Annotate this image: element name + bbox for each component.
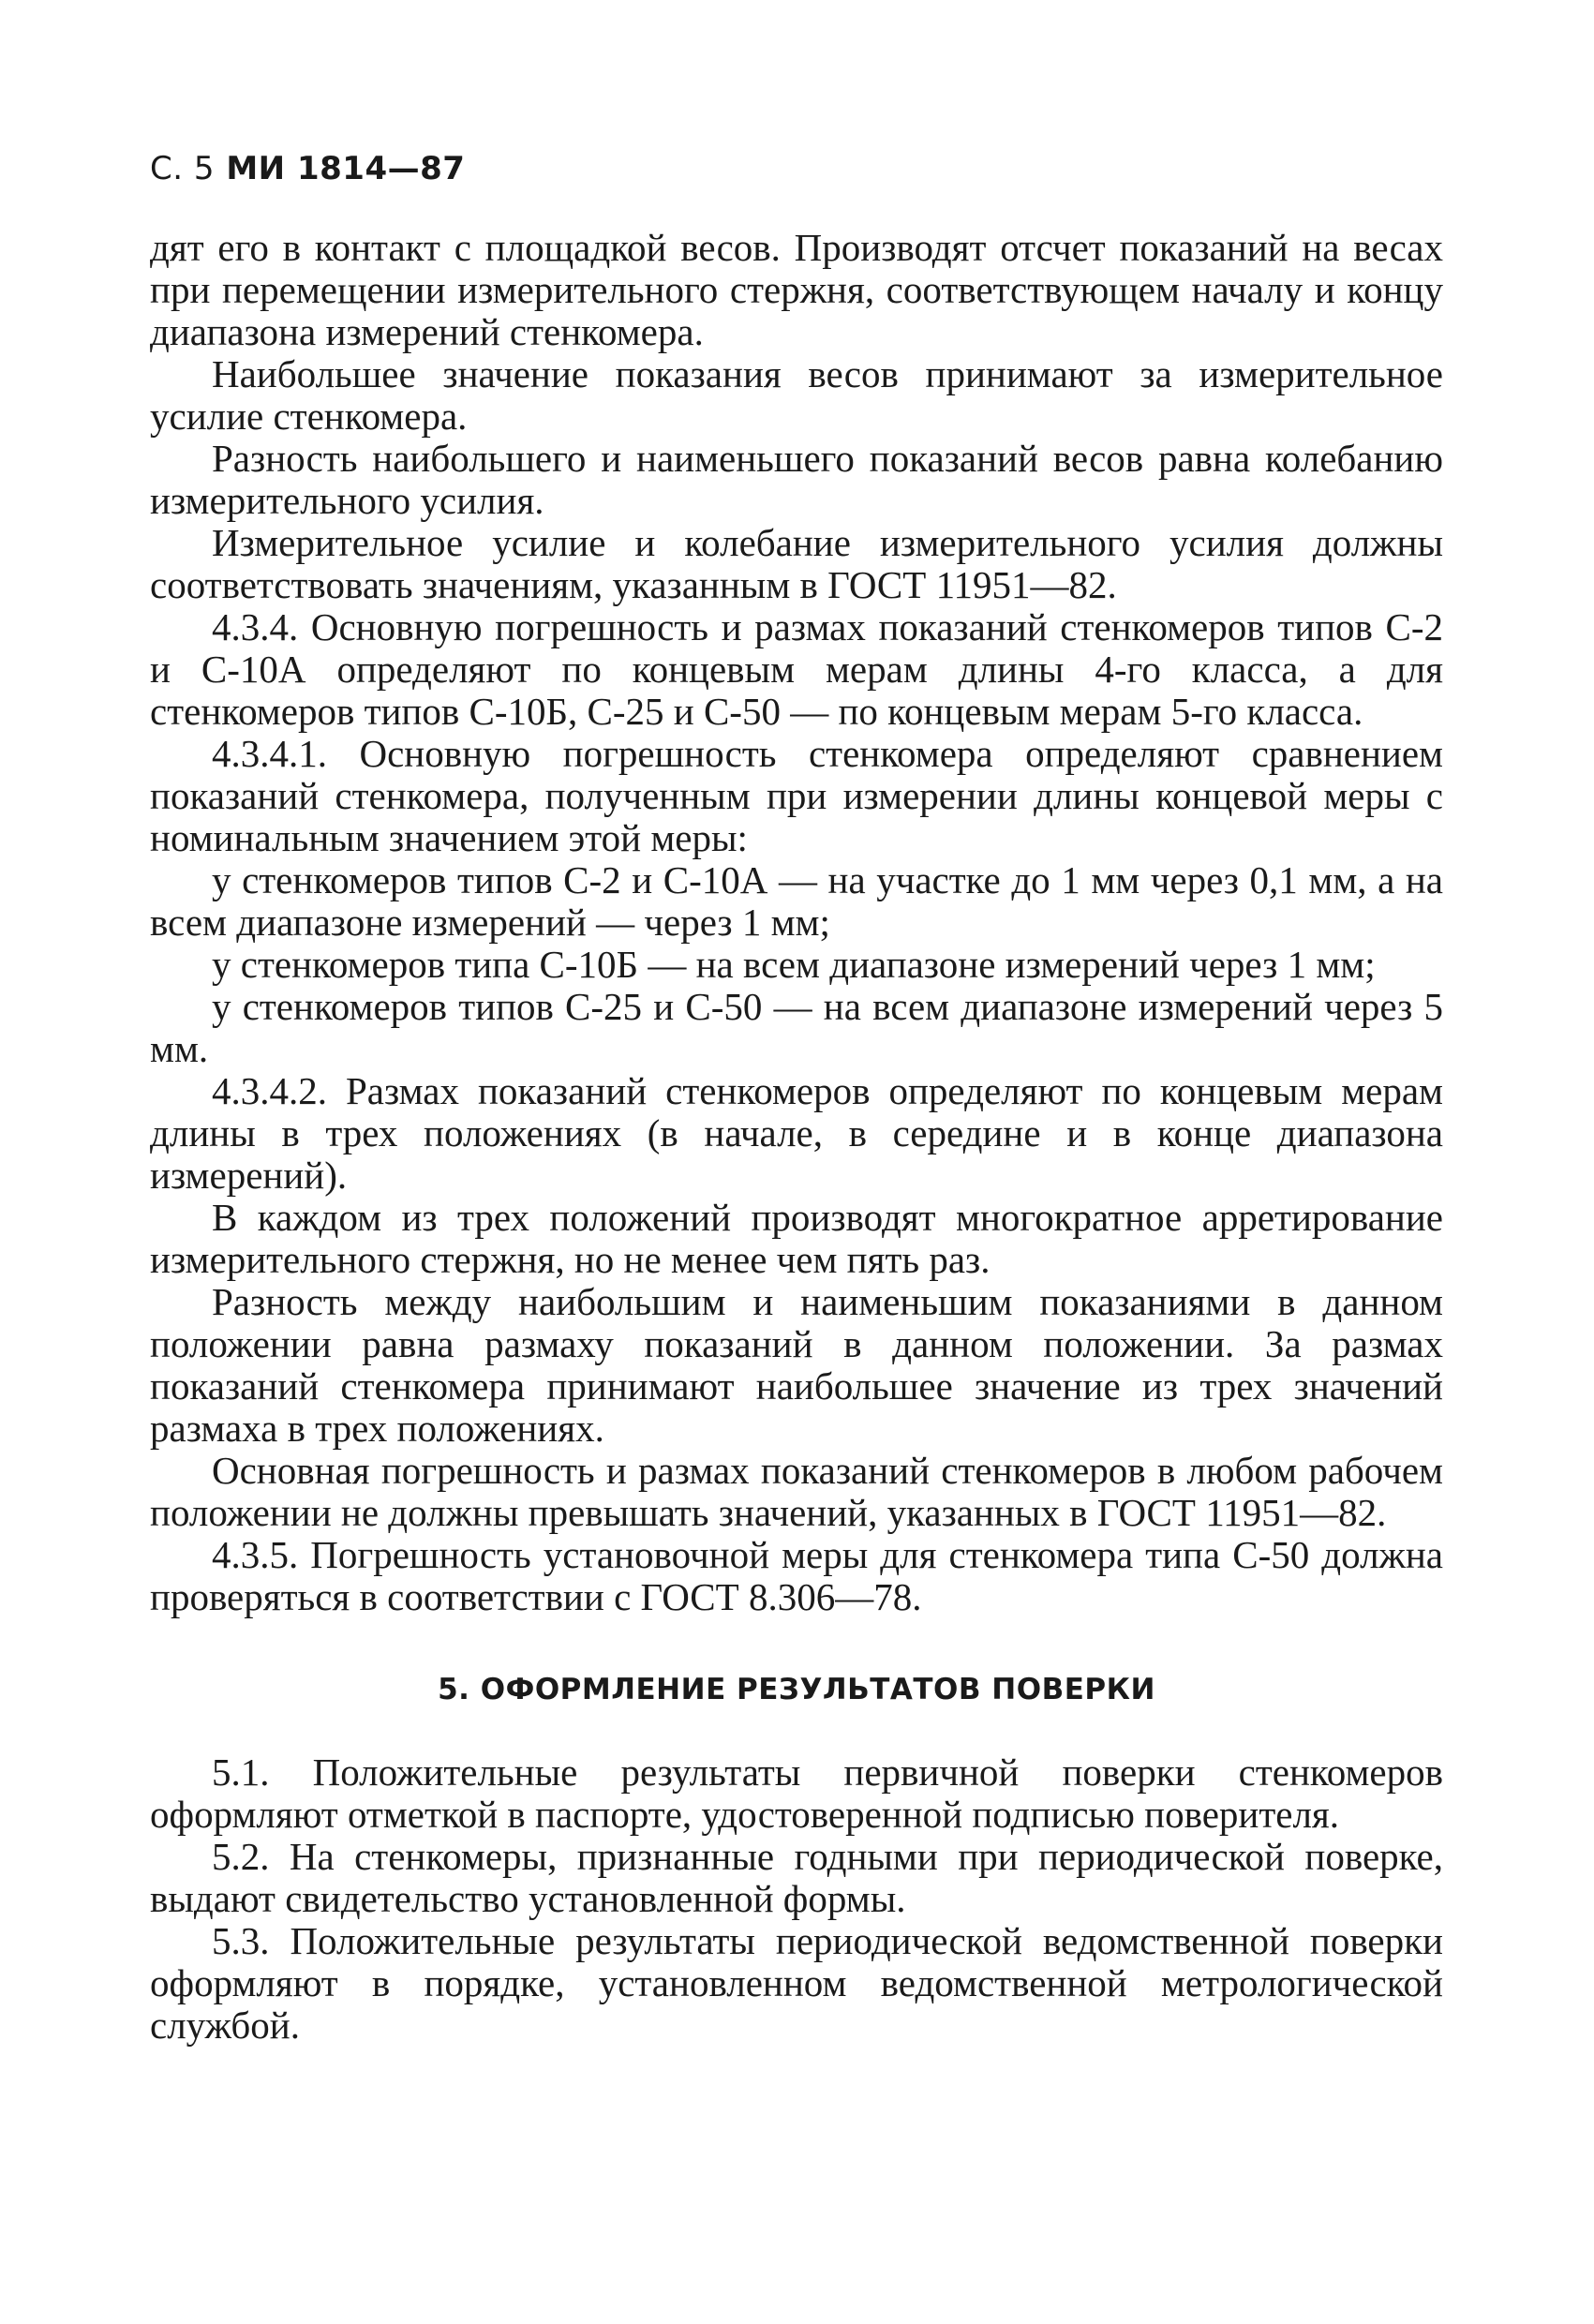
paragraph: Наибольшее значение показания весов принимают за измерительное усилие стенкомера. bbox=[150, 352, 1443, 438]
page-header bbox=[150, 150, 1443, 197]
paragraph: Основная погрешность и размах показаний стенкомеров в любом рабочем положении не должны превышать значений, указанных в ГОСТ 11951—82. bbox=[150, 1449, 1443, 1534]
paragraph: В каждом из трех положений производят многократное арретирование измерительного стержня, но не менее чем пять раз. bbox=[150, 1196, 1443, 1281]
paragraph: Разность между наибольшим и наименьшим показаниями в данном положении равна размаху показаний в данном положении. За размах показаний стенкомера принимают наибольшее значение из трех значений размаха в трех положениях. bbox=[150, 1280, 1443, 1450]
clause-4-3-4-1: 4.3.4.1. Основную погрешность стенкомера определяют сравнением показаний стенкомера, полученным при измерении длины концевой меры с номинальным значением этой меры: bbox=[150, 732, 1443, 859]
list-item: у стенкомеров типов С-25 и С-50 — на всем диапазоне измерений через 5 мм. bbox=[150, 985, 1443, 1070]
paragraph: Измерительное усилие и колебание измерительного усилия должны соответствовать значениям, указанным в ГОСТ 11951—82. bbox=[150, 521, 1443, 606]
clause-4-3-4: 4.3.4. Основную погрешность и размах показаний стенкомеров типов С-2 и С-10А определяют по концевым мерам длины 4-го класса, а для стенкомеров типов С-10Б, С-25 и С-50 — по концевым мерам 5-го класса. bbox=[150, 605, 1443, 733]
clause-4-3-4-2: 4.3.4.2. Размах показаний стенкомеров определяют по концевым мерам длины в трех положениях (в начале, в середине и в конце диапазона измерений). bbox=[150, 1069, 1443, 1197]
section-heading: 5. ОФОРМЛЕНИЕ РЕЗУЛЬТАТОВ ПОВЕРКИ bbox=[438, 1673, 1155, 1706]
clause-5-3: 5.3. Положительные результаты периодической ведомственной поверки оформляют в порядке, установленном ведомственной метрологической службой. bbox=[150, 1919, 1443, 2047]
clause-4-3-5: 4.3.5. Погрешность установочной меры для стенкомера типа С-50 должна проверяться в соответствии с ГОСТ 8.306—78. bbox=[150, 1533, 1443, 1618]
document-code: МИ 1814—87 bbox=[226, 150, 466, 187]
list-item: у стенкомеров типа С-10Б — на всем диапазоне измерений через 1 мм; bbox=[212, 943, 1376, 986]
clause-5-1: 5.1. Положительные результаты первичной поверки стенкомеров оформляют отметкой в паспорте, удостоверенной подписью поверителя. bbox=[150, 1750, 1443, 1836]
clause-5-2: 5.2. На стенкомеры, признанные годными при периодической поверке, выдают свидетельство установленной формы. bbox=[150, 1835, 1443, 1920]
list-item: у стенкомеров типов С-2 и С-10А — на участке до 1 мм через 0,1 мм, а на всем диапазоне измерений — через 1 мм; bbox=[150, 858, 1443, 944]
paragraph: дят его в контакт с площадкой весов. Производят отсчет показаний на весах при перемещении измерительного стержня, соответствующем началу и концу диапазона измерений стенкомера. bbox=[150, 226, 1443, 353]
document-page bbox=[150, 150, 1443, 2047]
paragraph: Разность наибольшего и наименьшего показаний весов равна колебанию измерительного усилия. bbox=[150, 437, 1443, 522]
page-number: С. 5 bbox=[150, 150, 215, 187]
